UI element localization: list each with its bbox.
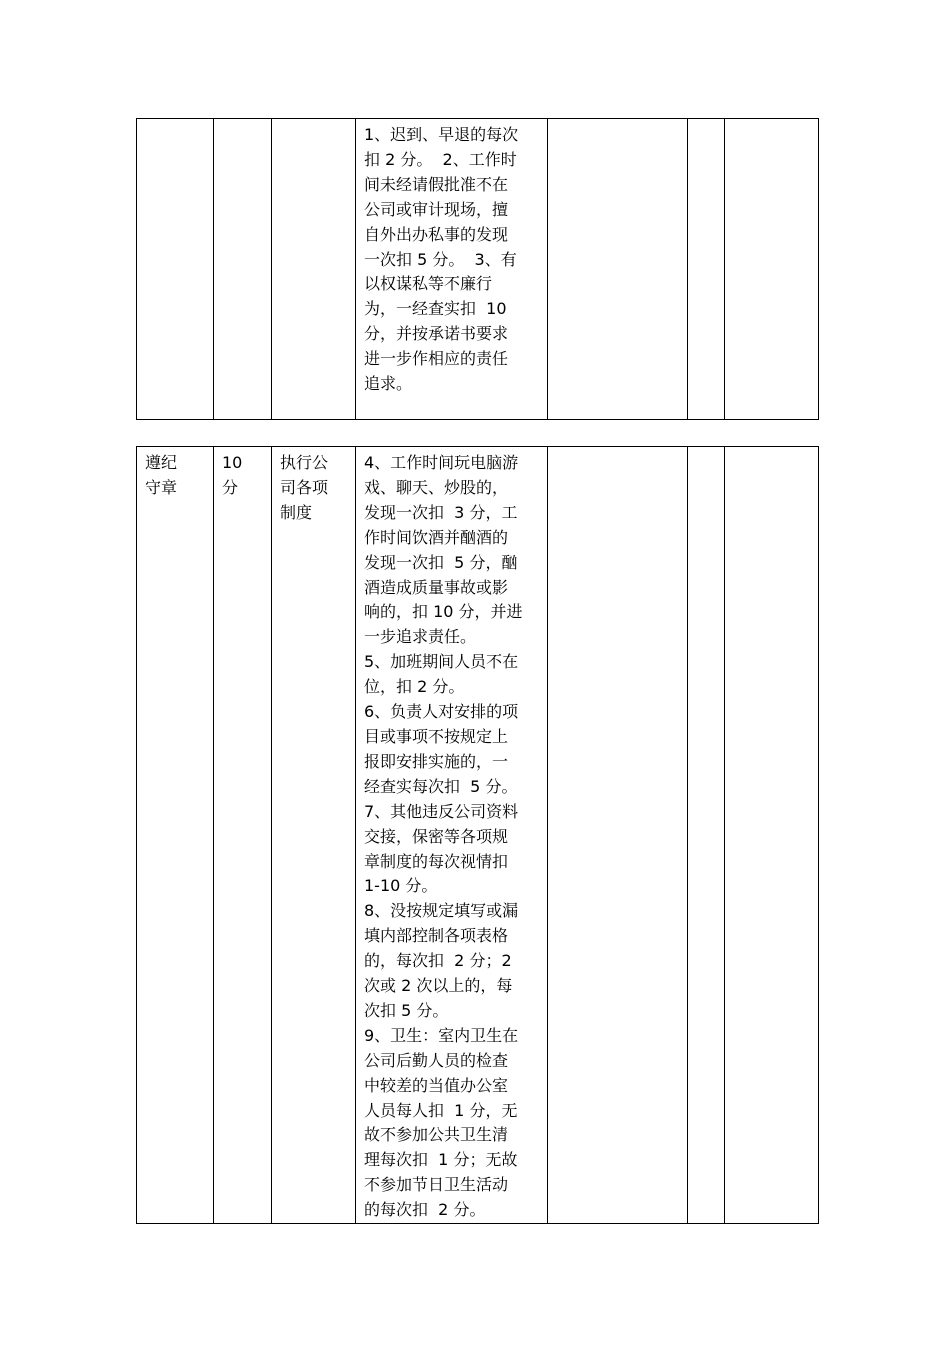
text-line: 为，一经查实扣 10: [364, 299, 507, 319]
text-line: 位，扣 2 分。: [364, 677, 465, 697]
score-cell: [214, 447, 272, 1224]
text-line: 9、卫生：室内卫生在: [364, 1025, 519, 1045]
criteria-cell: [356, 447, 548, 1224]
text-line: 一步追求责任。: [364, 627, 477, 647]
score-cell: [214, 119, 272, 420]
text-line: 1-10 分。: [364, 876, 438, 896]
empty-cell-5: [548, 447, 688, 1224]
criteria-cell: [356, 119, 548, 420]
text-line: 6、负责人对安排的项: [364, 702, 519, 722]
item-cell: [137, 447, 214, 1224]
text-line: 公司或审计现场，擅: [364, 199, 509, 219]
text-line: 作时间饮酒并酗酒的: [364, 527, 509, 547]
text-line: 进一步作相应的责任: [364, 349, 509, 369]
empty-cell-5: [548, 119, 688, 420]
text-line: 发现一次扣 3 分，工: [364, 502, 518, 522]
text-line: 8、没按规定填写或漏: [364, 901, 519, 921]
empty-cell-6: [688, 447, 725, 1224]
text-line: 交接，保密等各项规: [364, 826, 509, 846]
text-line: 制度: [280, 502, 313, 522]
text-line: 经查实每次扣 5 分。: [364, 776, 518, 796]
text-line: 理每次扣 1 分；无故: [364, 1150, 518, 1170]
empty-cell-7: [725, 447, 819, 1224]
item-cell: [137, 119, 214, 420]
text-line: 10: [222, 453, 243, 472]
text-line: 1、迟到、早退的每次: [364, 125, 519, 144]
text-line: 分: [222, 477, 239, 497]
empty-cell-7: [725, 119, 819, 420]
score-text: [214, 447, 271, 501]
text-line: 分，并按承诺书要求: [364, 324, 509, 344]
continuation-table: [136, 118, 819, 420]
text-line: 目或事项不按规定上: [364, 726, 509, 746]
text-line: 守章: [145, 477, 178, 497]
text-line: 执行公: [280, 453, 329, 472]
text-line: 自外出办私事的发现: [364, 224, 509, 244]
item-text: [137, 447, 213, 501]
empty-cell-6: [688, 119, 725, 420]
text-line: 报即安排实施的，一: [364, 751, 509, 771]
text-line: 发现一次扣 5 分，酗: [364, 552, 518, 572]
text-line: 公司后勤人员的检查: [364, 1050, 509, 1070]
table-row: [137, 119, 819, 420]
text-line: 一次扣 5 分。 3、有: [364, 249, 517, 269]
text-line: 不参加节日卫生活动: [364, 1175, 509, 1195]
standard-cell: [272, 119, 356, 420]
text-line: 4、工作时间玩电脑游: [364, 453, 519, 472]
text-line: 中较差的当值办公室: [364, 1075, 509, 1095]
table-row: [137, 447, 819, 1224]
text-line: 7、其他违反公司资料: [364, 801, 519, 821]
text-line: 的，每次扣 2 分；2: [364, 951, 512, 971]
criteria-text: [356, 447, 547, 1223]
text-line: 响的，扣 10 分，并进: [364, 602, 523, 622]
text-line: 章制度的每次视情扣: [364, 851, 509, 871]
text-line: 次或 2 次以上的，每: [364, 976, 513, 996]
text-line: 的每次扣 2 分。: [364, 1200, 486, 1220]
criteria-text: [356, 119, 547, 397]
text-line: 故不参加公共卫生清: [364, 1125, 509, 1145]
standard-text: [272, 447, 355, 526]
text-line: 扣 2 分。 2、工作时: [364, 149, 517, 169]
text-line: 以权谋私等不廉行: [364, 274, 493, 294]
text-line: 人员每人扣 1 分，无: [364, 1100, 518, 1120]
text-line: 司各项: [280, 477, 329, 497]
standard-cell: [272, 447, 356, 1224]
text-line: 追求。: [364, 374, 413, 394]
text-line: 酒造成质量事故或影: [364, 577, 509, 597]
text-line: 间未经请假批准不在: [364, 174, 509, 194]
text-line: 次扣 5 分。: [364, 1000, 449, 1020]
discipline-table: [136, 446, 819, 1224]
text-line: 5、加班期间人员不在: [364, 652, 519, 672]
text-line: 遵纪: [145, 453, 178, 472]
text-line: 戏、聊天、炒股的，: [364, 477, 509, 497]
text-line: 填内部控制各项表格: [364, 926, 509, 946]
